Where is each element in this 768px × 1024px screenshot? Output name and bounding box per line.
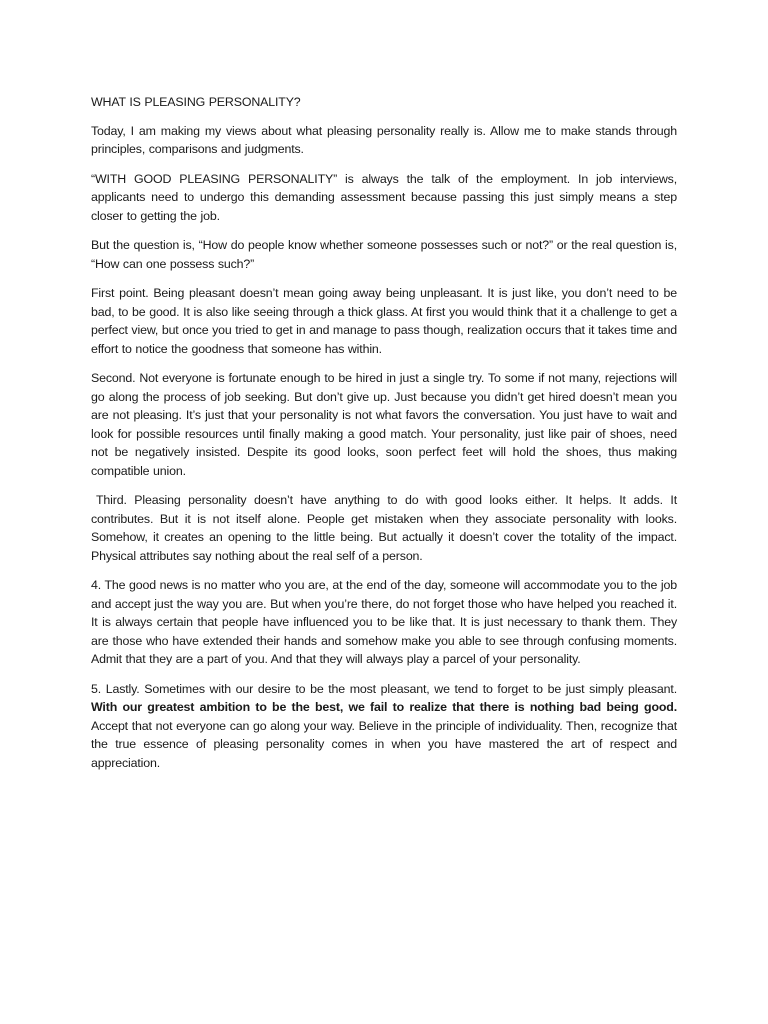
paragraph-fourth-point: 4. The good news is no matter who you are, at the end of the day, someone will accommodate you to the job and accept just the way you are. But when you’re there, do not forget those who have helped you reached it. It is always certain that people have influenced you to be like that. It is just necessary to thank them. They are those who have extended their hands and somehow make you able to see through confusing moments. Admit that they are a part of you. And that they will always play a parcel of your personality. <box>91 578 677 666</box>
paragraph-good-personality: “WITH GOOD PLEASING PERSONALITY” is always the talk of the employment. In job interviews, applicants need to undergo this demanding assessment because passing this just simply means a step closer to getting the job. <box>91 171 677 223</box>
fifth-point-text-end: Accept that not everyone can go along your way. Believe in the principle of individuality. Then, recognize that the true essence of pleasing personality comes in when you have mastered the art of respect and appreciation. <box>91 718 677 770</box>
paragraph-second-point: Second. Not everyone is fortunate enough to be hired in just a single try. To some if not many, rejections will go along the process of job seeking. But don’t give up. Just because you didn’t get hired doesn’t mean you are not pleasing. It’s just that your personality is not what favors the conversation. You just have to wait and look for possible resources until finally making a good match. Your personality, just like pair of shoes, need not be negatively insisted. Despite its good looks, soon perfect feet will hold the shoes, thus making compatible union. <box>91 371 677 478</box>
paragraph-intro: Today, I am making my views about what pleasing personality really is. Allow me to make stands through principles, comparisons and judgments. <box>91 123 677 156</box>
fifth-point-bold-text: With our greatest ambition to be the best, we fail to realize that there is nothing bad being good. <box>91 700 677 714</box>
fifth-point-text-start: 5. Lastly. Sometimes with our desire to be the most pleasant, we tend to forget to be just simply pleasant. <box>91 681 677 696</box>
paragraph-third-point: Third. Pleasing personality doesn’t have anything to do with good looks either. It helps. It adds. It contributes. But it is not itself alone. People get mistaken when they associate personality with looks. Somehow, it creates an opening to the little being. But actually it doesn’t cover the totality of the impact. Physical attributes say nothing about the real self of a person. <box>91 493 677 563</box>
document-body <box>91 93 677 783</box>
document-title: WHAT IS PLEASING PERSONALITY? <box>91 95 301 109</box>
paragraph-question: But the question is, “How do people know whether someone possesses such or not?” or the real question is, “How can one possess such?” <box>91 238 677 271</box>
paragraph-fifth-point <box>91 680 677 773</box>
paragraph-first-point: First point. Being pleasant doesn’t mean going away being unpleasant. It is just like, you don’t need to be bad, to be good. It is also like seeing through a thick glass. At first you would think that it a challenge to get a perfect view, but once you tried to get in and manage to pass though, realization occurs that it takes time and effort to notice the goodness that someone has within. <box>91 286 677 356</box>
